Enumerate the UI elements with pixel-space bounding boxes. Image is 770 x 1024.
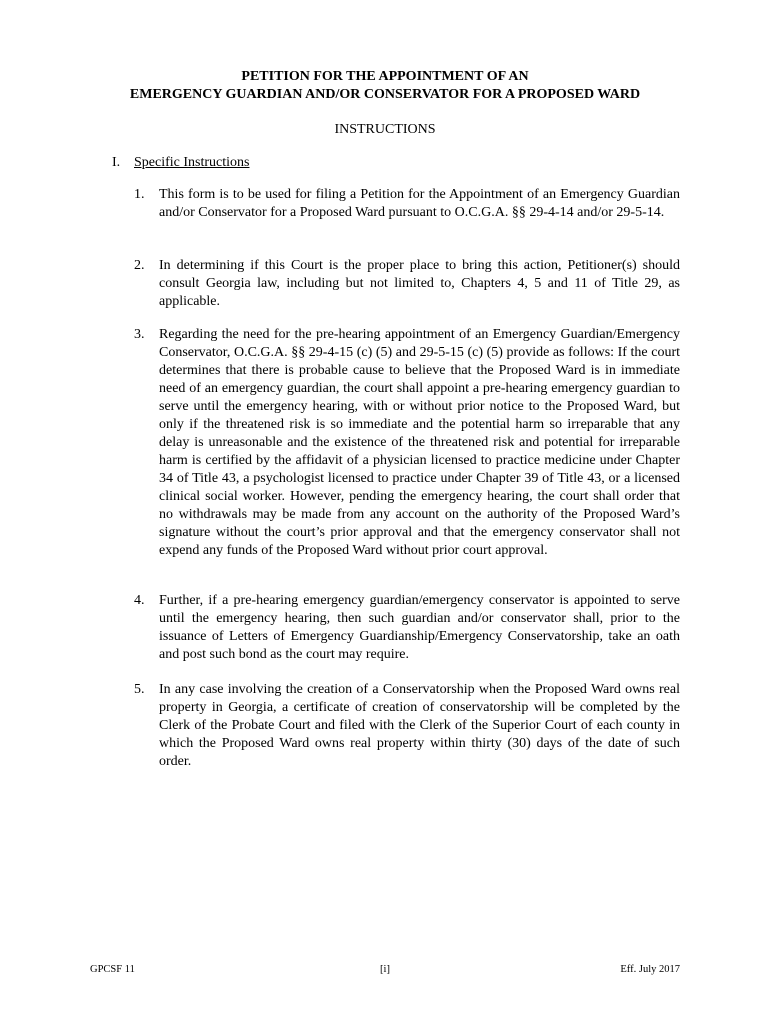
instruction-number: 5. (134, 682, 145, 697)
section-number: I. (112, 155, 121, 170)
instruction-item (134, 681, 680, 771)
instruction-text: In determining if this Court is the proper place to bring this action, Petitioner(s) should consult Georgia law, including but not limited to, Chapters 4, 5 and 11 of Title 29, as applicable. (159, 258, 680, 309)
instruction-number: 2. (134, 258, 145, 273)
instruction-item (134, 592, 680, 664)
instructions-heading: INSTRUCTIONS (334, 122, 436, 137)
section-heading (112, 154, 249, 172)
footer-page-number: [i] (380, 964, 390, 975)
document-title-line-2: EMERGENCY GUARDIAN AND/OR CONSERVATOR FOR A PROPOSED WARD (129, 87, 641, 102)
instruction-text: This form is to be used for filing a Petition for the Appointment of an Emergency Guardian and/or Conservator for a Proposed Ward pursuant to O.C.G.A. §§ 29-4-14 and/or 29-5-14. (159, 187, 680, 220)
instruction-text: In any case involving the creation of a Conservatorship when the Proposed Ward owns real property in Georgia, a certificate of creation of conservatorship will be completed by the Clerk of the Probate Court and filed with the Clerk of the Superior Court of each county in which the Proposed Ward owns real property within thirty (30) days of the date of such order. (159, 682, 680, 769)
footer-form-id: GPCSF 11 (90, 964, 135, 975)
instruction-text: Further, if a pre-hearing emergency guardian/emergency conservator is appointed to serve until the emergency hearing, then such guardian and/or conservator shall, prior to the issuance of Letters of Emergency Guardianship/Emergency Conservatorship, take an oath and post such bond as the court may require. (159, 593, 680, 662)
section-label: Specific Instructions (134, 155, 250, 170)
document-title-line-1: PETITION FOR THE APPOINTMENT OF AN (241, 69, 529, 84)
instruction-item (134, 257, 680, 311)
instruction-item (134, 326, 680, 560)
instruction-number: 1. (134, 187, 145, 202)
instruction-number: 3. (134, 327, 145, 342)
footer-effective-date: Eff. July 2017 (620, 964, 680, 975)
instruction-number: 4. (134, 593, 145, 608)
instruction-text: Regarding the need for the pre-hearing appointment of an Emergency Guardian/Emergency Conservator, O.C.G.A. §§ 29-4-15 (c) (5) and 29-5-15 (c) (5) provide as follows: If the court determines that there is probable cause to believe that the Proposed Ward is in immediate need of an emergency guardian, the court shall appoint a pre-hearing emergency guardian to serve until the emergency hearing, with or without prior notice to the Proposed Ward, but only if the threatened risk is so immediate and the potential harm so irreparable that any delay is unreasonable and the existence of the threatened risk and potential for irreparable harm is certified by the affidavit of a physician licensed to practice medicine under Chapter 34 of Title 43, a psychologist licensed to practice under Chapter 39 of Title 43, or a licensed clinical social worker. However, pending the emergency hearing, the court shall order that no withdrawals may be made from any account on the authority of the Proposed Ward’s signature without the court’s prior approval and that the emergency conservator shall not expend any funds of the Proposed Ward without prior court approval. (159, 327, 680, 558)
instruction-item (134, 186, 680, 222)
